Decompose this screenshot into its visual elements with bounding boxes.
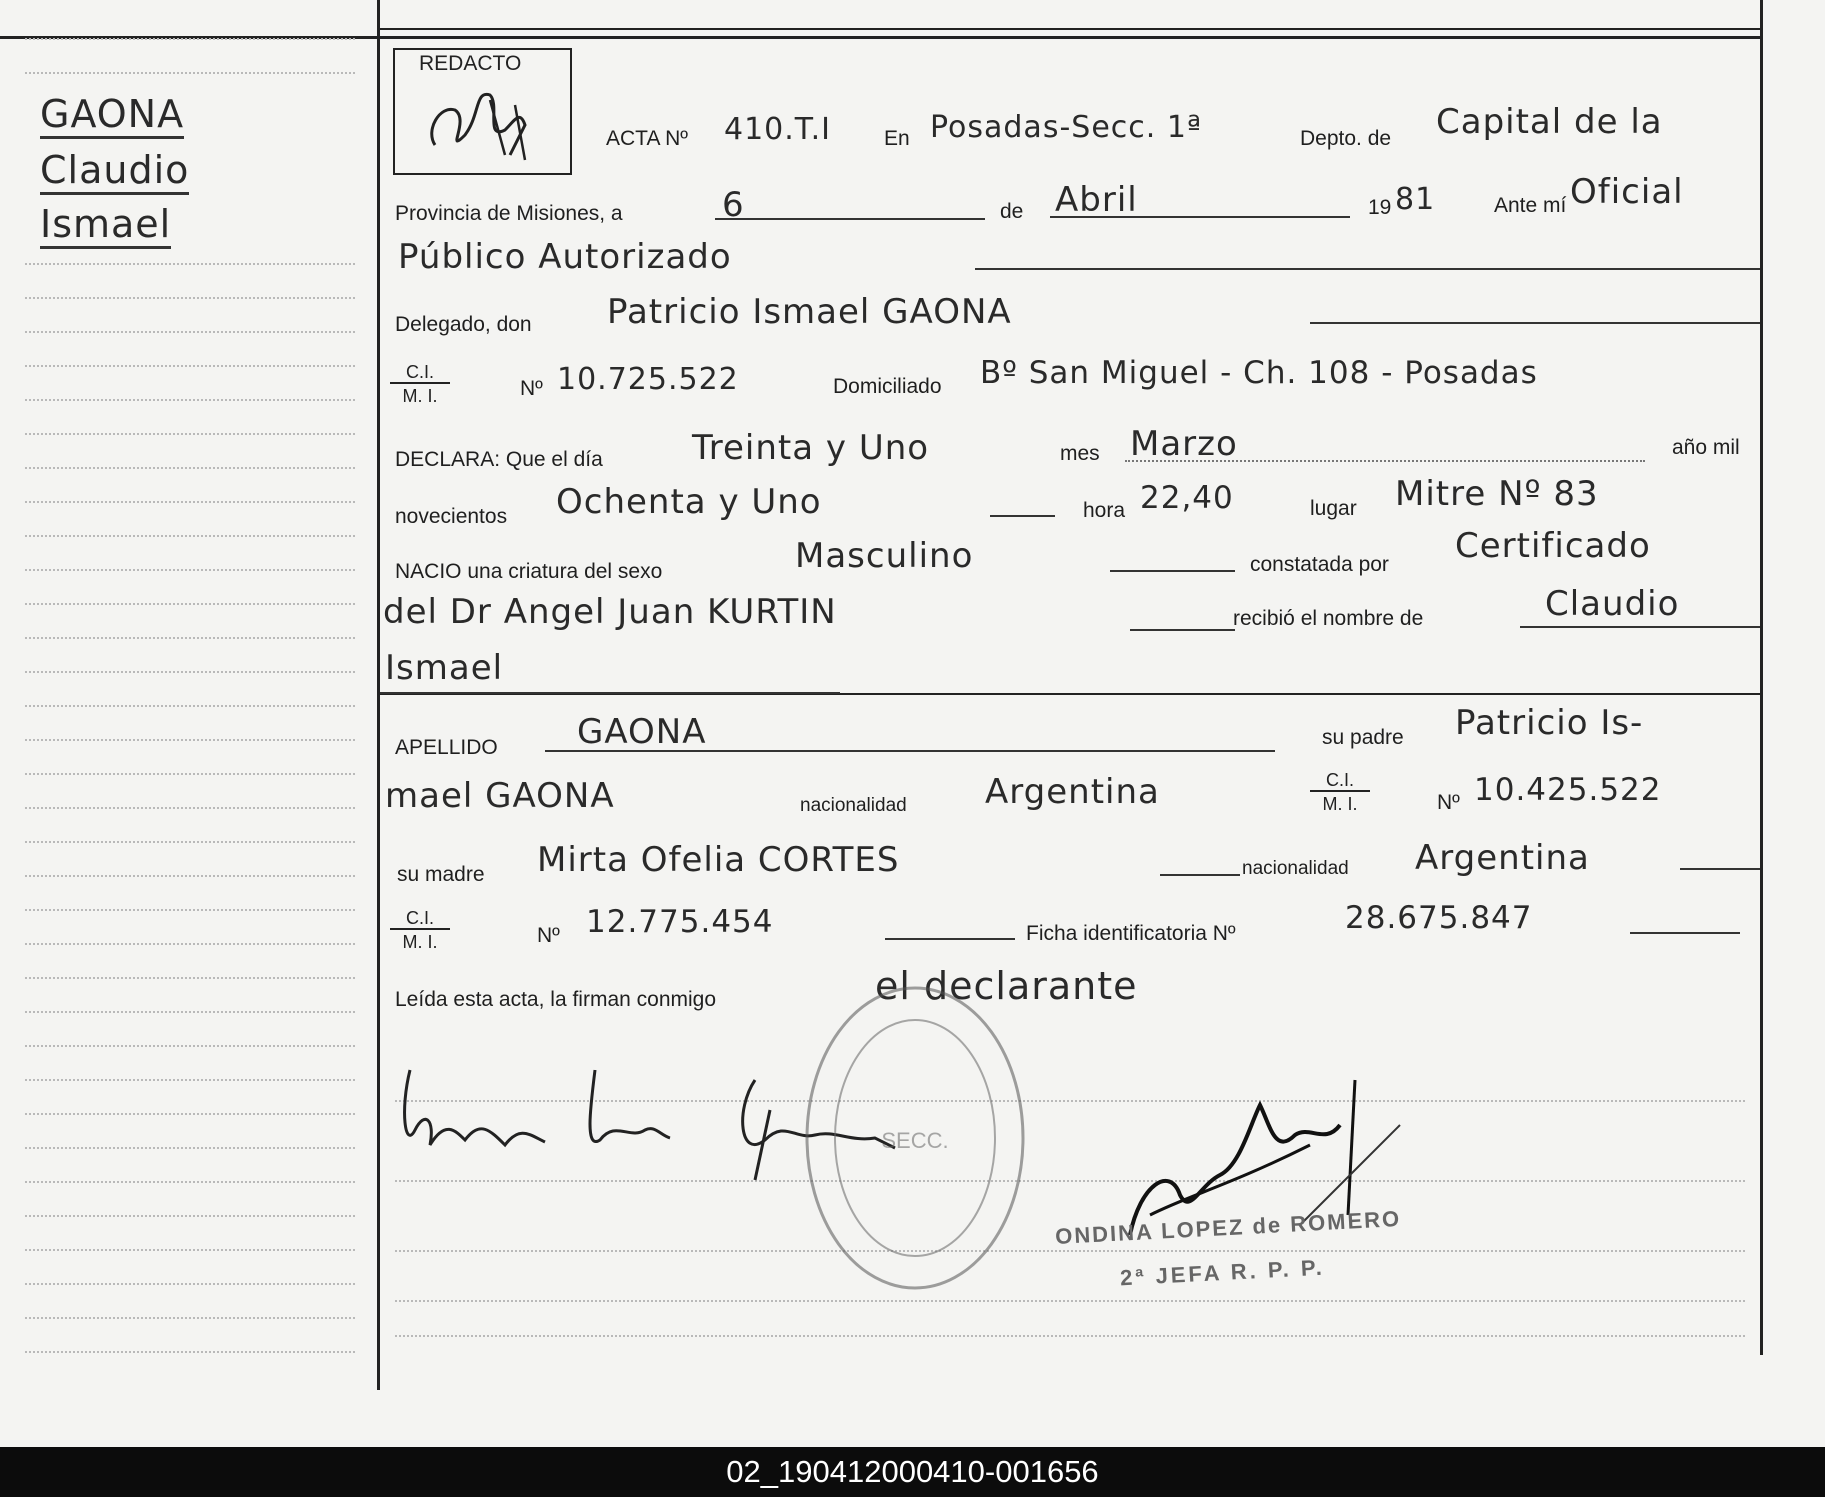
mi-label: M. I.: [402, 386, 438, 406]
stamp-role: 2ª JEFA R. P. P.: [1119, 1254, 1326, 1291]
margin-surname: GAONA: [40, 92, 184, 139]
name-2: Ismael: [385, 648, 504, 688]
depto-label: Depto. de: [1300, 127, 1392, 150]
month: Abril: [1055, 180, 1138, 220]
address: Bº San Miguel - Ch. 108 - Posadas: [980, 355, 1538, 391]
domiciliado-label: Domiciliado: [833, 375, 942, 398]
declarant-id: 10.725.522: [557, 362, 739, 397]
padre-label: su padre: [1322, 726, 1404, 749]
birth-year: Ochenta y Uno: [556, 482, 822, 522]
mother-line: [1160, 874, 1240, 876]
de-label: de: [1000, 200, 1024, 223]
nacio-label: NACIO una criatura del sexo: [395, 560, 663, 583]
ante-label: Ante mí: [1494, 194, 1567, 217]
declarant-id-type: [390, 362, 450, 408]
no-label-3: Nº: [537, 924, 560, 947]
officer-2: Público Autorizado: [398, 237, 732, 277]
name-2-line: [380, 692, 840, 694]
mi-label-2: M. I.: [1322, 794, 1358, 814]
constatada-label: constatada por: [1250, 553, 1389, 576]
firman: el declarante: [875, 964, 1138, 1008]
month-line: [1050, 216, 1350, 218]
stamp-name: ONDINA LOPEZ de ROMERO: [1054, 1205, 1402, 1250]
ficha-line: [1630, 932, 1740, 934]
ci-label-3: C.I.: [390, 908, 450, 930]
lugar-label: lugar: [1310, 497, 1357, 520]
en-label: En: [884, 127, 910, 150]
apellido-label: APELLIDO: [395, 736, 498, 759]
nacionalidad-label-1: nacionalidad: [800, 795, 907, 816]
year-prefix: 19: [1368, 196, 1392, 219]
nacionalidad-label-2: nacionalidad: [1242, 858, 1349, 879]
hora-label: hora: [1083, 499, 1126, 522]
right-border: [1760, 0, 1763, 1355]
surname-line: [545, 750, 1275, 752]
birth-month: Marzo: [1130, 424, 1238, 464]
depto: Capital de la: [1436, 102, 1663, 142]
no-label-1: Nº: [520, 377, 543, 400]
delegado-label: Delegado, don: [395, 313, 532, 336]
recibio-label: recibió el nombre de: [1233, 607, 1424, 630]
name-line: [1520, 626, 1760, 628]
redacto-box: [393, 48, 572, 175]
margin-second-name: Ismael: [40, 202, 171, 249]
top-border-inner: [378, 28, 1761, 30]
place-of-birth: Mitre Nº 83: [1395, 474, 1599, 514]
redacto-initials-signature: [395, 50, 565, 170]
image-id-footer: 02_190412000410-001656: [0, 1447, 1825, 1497]
mes-label: mes: [1060, 442, 1100, 465]
father-2: mael GAONA: [385, 776, 615, 816]
mother-nationality-line: [1680, 868, 1760, 870]
father-nationality: Argentina: [985, 772, 1160, 812]
declarant-name: Patricio Ismael GAONA: [607, 292, 1012, 332]
svg-text:SECC.: SECC.: [881, 1128, 949, 1153]
ano-label: año mil: [1672, 436, 1740, 459]
cert-2: del Dr Angel Juan KURTIN: [383, 592, 837, 632]
ficha-label: Ficha identificatoria Nº: [1026, 922, 1236, 945]
father-id: 10.425.522: [1474, 772, 1662, 808]
mother-id-type: [390, 908, 450, 954]
surname: GAONA: [577, 712, 707, 752]
provincia-label: Provincia de Misiones, a: [395, 202, 623, 225]
ficha: 28.675.847: [1345, 900, 1533, 936]
declarant-line: [1310, 322, 1760, 324]
birth-month-line: [1125, 460, 1645, 462]
redacto-label: REDACTO: [419, 52, 522, 75]
acta-number: 410.T.I: [724, 112, 831, 147]
hour: 22,40: [1140, 480, 1234, 516]
officer-1: Oficial: [1570, 172, 1684, 212]
no-label-2: Nº: [1437, 791, 1460, 814]
ci-label: C.I.: [390, 362, 450, 384]
madre-label: su madre: [397, 863, 485, 886]
ci-label-2: C.I.: [1310, 770, 1370, 792]
margin-divider: [377, 0, 380, 1390]
cert-1: Certificado: [1455, 526, 1651, 566]
official-seal: [800, 978, 1030, 1298]
mother-id: 12.775.454: [586, 904, 774, 940]
sex-line: [1110, 570, 1235, 572]
novecientos-label: novecientos: [395, 505, 508, 528]
father-1: Patricio Is-: [1455, 703, 1644, 743]
mi-label-3: M. I.: [402, 932, 438, 952]
birth-year-line: [990, 515, 1055, 517]
margin-first-name: Claudio: [40, 148, 189, 195]
sex: Masculino: [795, 536, 974, 576]
mother-id-line: [885, 938, 1015, 940]
cert-line: [1130, 629, 1235, 631]
birth-day: Treinta y Uno: [692, 428, 930, 468]
father-id-type: [1310, 770, 1370, 816]
acta-label: ACTA Nº: [606, 127, 688, 150]
leida-label: Leída esta acta, la firman conmigo: [395, 988, 717, 1011]
declara-label: DECLARA: Que el día: [395, 448, 603, 471]
day: 6: [722, 185, 745, 225]
year-suffix: 81: [1395, 182, 1436, 217]
day-line: [715, 218, 985, 220]
name-1: Claudio: [1545, 584, 1680, 624]
officer-line: [975, 268, 1760, 270]
mother-nationality: Argentina: [1415, 838, 1590, 878]
place: Posadas-Secc. 1ª: [930, 110, 1203, 145]
mother: Mirta Ofelia CORTES: [537, 840, 900, 880]
